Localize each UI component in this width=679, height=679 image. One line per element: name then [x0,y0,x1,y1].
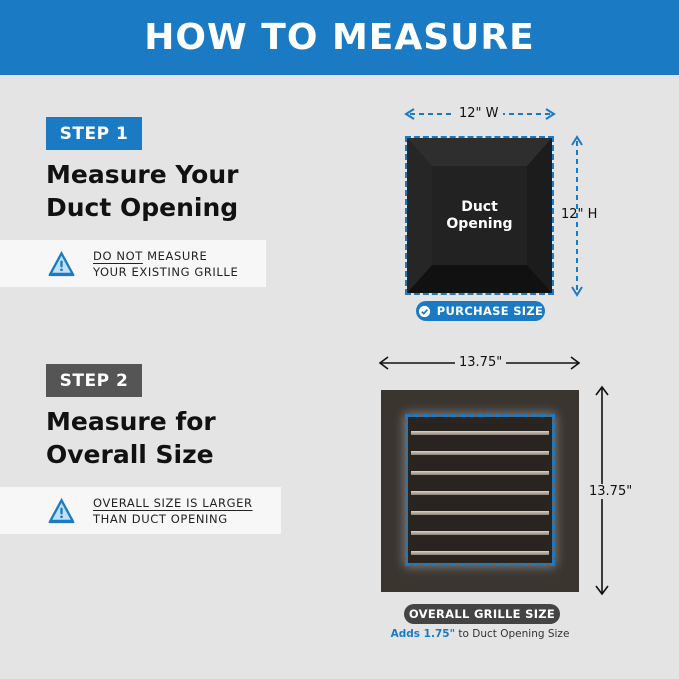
grille-louver [411,431,549,435]
duct-opening-diagram [407,138,552,293]
adds-size-note [360,628,600,640]
note-line2: THAN DUCT OPENING [93,512,228,526]
check-circle-icon [418,305,431,318]
note-line2: YOUR EXISTING GRILLE [93,265,239,279]
purchase-size-label: PURCHASE SIZE [436,304,544,318]
grille-louver [411,531,549,535]
page-title: HOW TO MEASURE [144,17,535,58]
step2-heading-line2: Overall Size [46,440,214,469]
grille-opening [408,417,552,563]
duct-label-line1: Duct [461,198,498,215]
grille-louver [411,451,549,455]
step1-badge: STEP 1 [46,117,142,150]
grille-louver [411,471,549,475]
step2-heading-line1: Measure for [46,407,216,436]
note-emphasis: DO NOT [93,249,143,263]
purchase-size-pill [416,301,545,321]
step1-heading-line1: Measure Your [46,160,239,189]
adds-amount: Adds 1.75" [390,628,456,640]
grille-height-label: 13.75" [585,484,636,499]
duct-width-label: 12" W [455,106,503,121]
duct-height-label: 12" H [561,207,598,222]
step2-badge: STEP 2 [46,364,142,397]
note-rest: MEASURE [142,249,208,263]
step1-heading-line2: Duct Opening [46,193,239,222]
grille-frame [381,390,579,592]
duct-label-line2: Opening [446,215,513,232]
overall-grille-size-pill: OVERALL GRILLE SIZE [404,604,560,624]
grille-louver [411,491,549,495]
grille-width-label: 13.75" [455,355,506,370]
adds-rest: to Duct Opening Size [455,628,570,640]
duct-inner-label [432,166,527,265]
grille-louver [411,511,549,515]
note-line1: OVERALL SIZE IS LARGER [93,496,253,510]
grille-louver [411,551,549,555]
